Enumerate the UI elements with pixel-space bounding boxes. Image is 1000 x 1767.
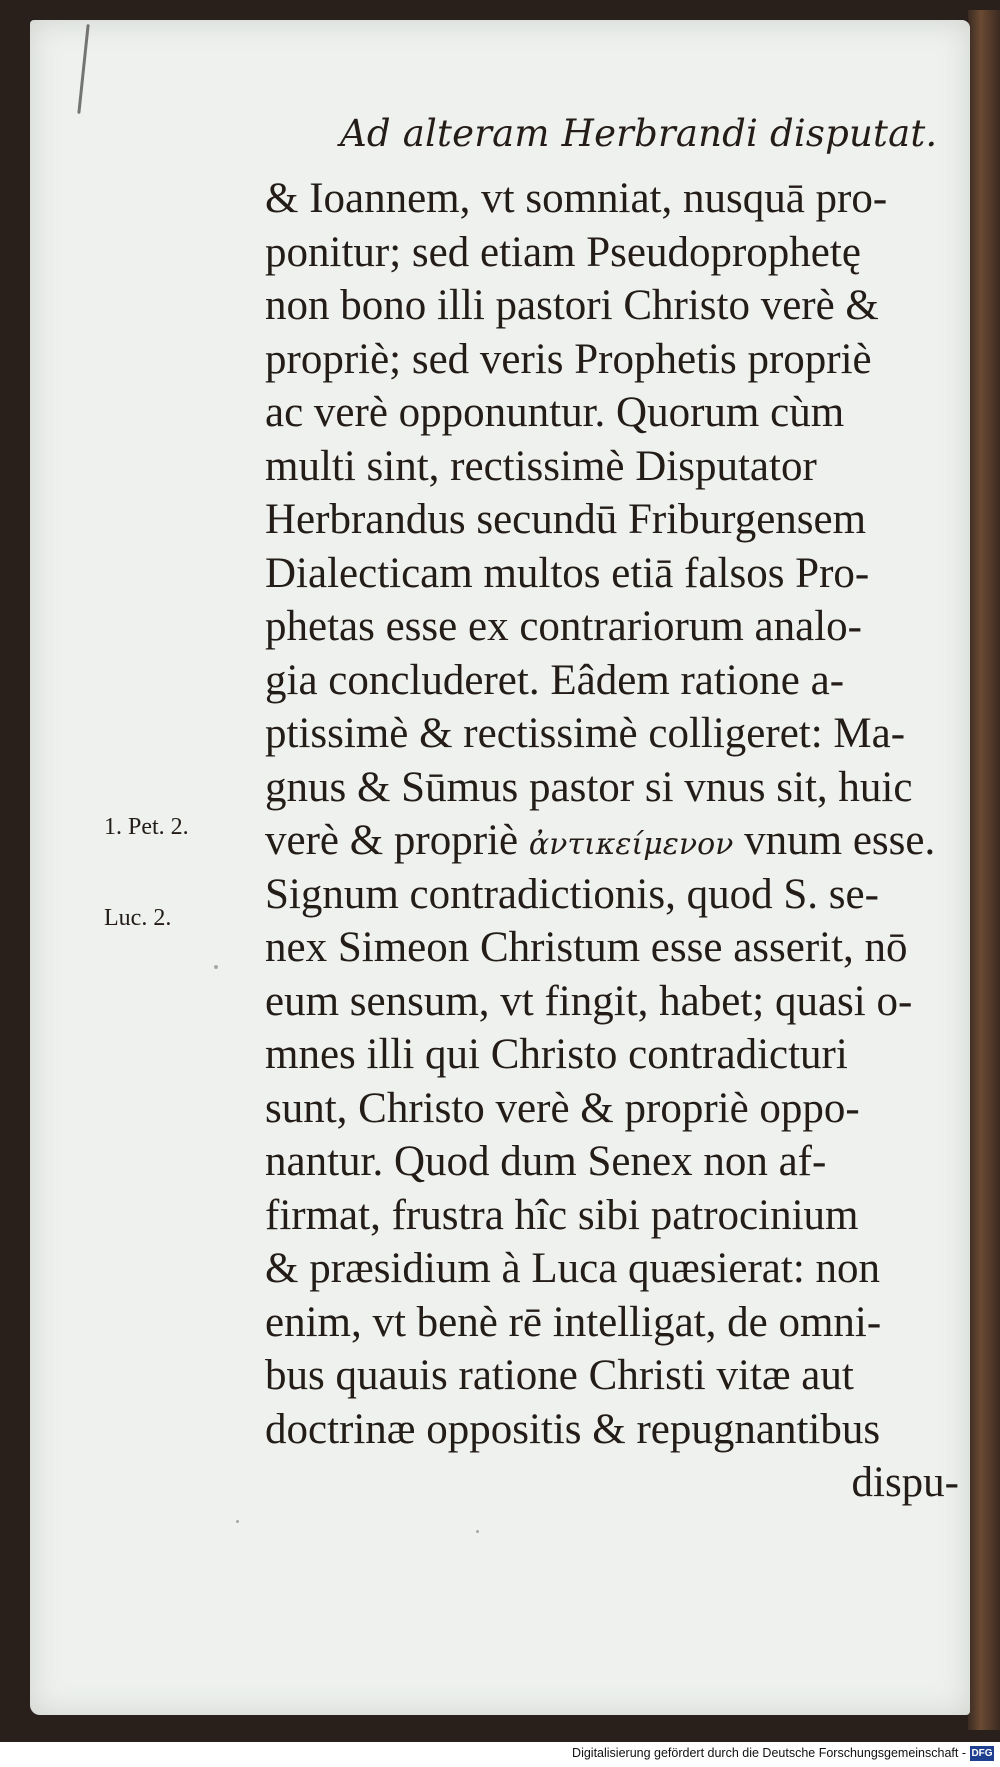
text-line: non bono illi pastori Christo verè & xyxy=(265,282,879,329)
dust-speck xyxy=(476,1530,479,1533)
text-line: mnes illi qui Christo contradicturi xyxy=(265,1031,848,1078)
text-line: nantur. Quod dum Senex non af- xyxy=(265,1138,827,1185)
running-header: Ad alteram Herbrandi disputat. xyxy=(340,112,938,155)
text-line: firmat, frustra hîc sibi patrocinium xyxy=(265,1191,859,1239)
greek-word: ἀντικείμενον xyxy=(528,827,734,862)
text-line: Dialecticam multos etiā falsos Pro- xyxy=(265,549,870,597)
text-line: phetas esse ex contrariorum analo- xyxy=(265,603,862,650)
text-line: multi sint, rectissimè Disputator xyxy=(265,442,817,490)
catchword: dispu- xyxy=(851,1459,959,1506)
dust-speck xyxy=(236,1520,239,1523)
footer-credit: Digitalisierung gefördert durch die Deutsche Forschungsgemeinschaft - xyxy=(572,1746,966,1760)
body-text xyxy=(265,172,965,1510)
margin-note-luc: Luc. 2. xyxy=(104,905,172,931)
text-line: ptissimè & rectissimè colligeret: Ma- xyxy=(265,710,906,757)
line-pre: verè & propriè xyxy=(265,817,529,864)
text-line-greek xyxy=(265,814,965,868)
footer-bar xyxy=(0,1742,1000,1767)
text-line: & Ioannem, vt somniat, nusquā pro- xyxy=(265,175,888,222)
text-line: ponitur; sed etiam Pseudoprophetę xyxy=(265,228,861,276)
text-line: sunt, Christo verè & propriè oppo- xyxy=(265,1084,860,1132)
text-line: doctrinæ oppositis & repugnantibus xyxy=(265,1405,881,1453)
book-edge xyxy=(968,10,1000,1730)
margin-note-pet: 1. Pet. 2. xyxy=(104,814,189,840)
text-line: gia concluderet. Eâdem ratione a- xyxy=(265,656,845,704)
text-line: gnus & Sūmus pastor si vnus sit, huic xyxy=(265,763,913,811)
text-line: enim, vt benè rē intelligat, de omni- xyxy=(265,1298,882,1346)
text-line: eum sensum, vt fingit, habet; quasi o- xyxy=(265,977,913,1025)
text-line: propriè; sed veris Prophetis propriè xyxy=(265,335,872,383)
text-line: ac verè opponuntur. Quorum cùm xyxy=(265,389,845,436)
text-line: nex Simeon Christum esse asserit, nō xyxy=(265,924,908,971)
text-line: & præsidium à Luca quæsierat: non xyxy=(265,1245,881,1292)
dfg-logo: DFG xyxy=(971,1748,993,1759)
text-line: bus quauis ratione Christi vitæ aut xyxy=(265,1352,854,1399)
text-line: Signum contradictionis, quod S. se- xyxy=(265,870,879,918)
line-post: vnum esse. xyxy=(733,817,936,864)
text-line: Herbrandus secundū Friburgensem xyxy=(265,496,867,543)
dust-speck xyxy=(214,965,218,969)
